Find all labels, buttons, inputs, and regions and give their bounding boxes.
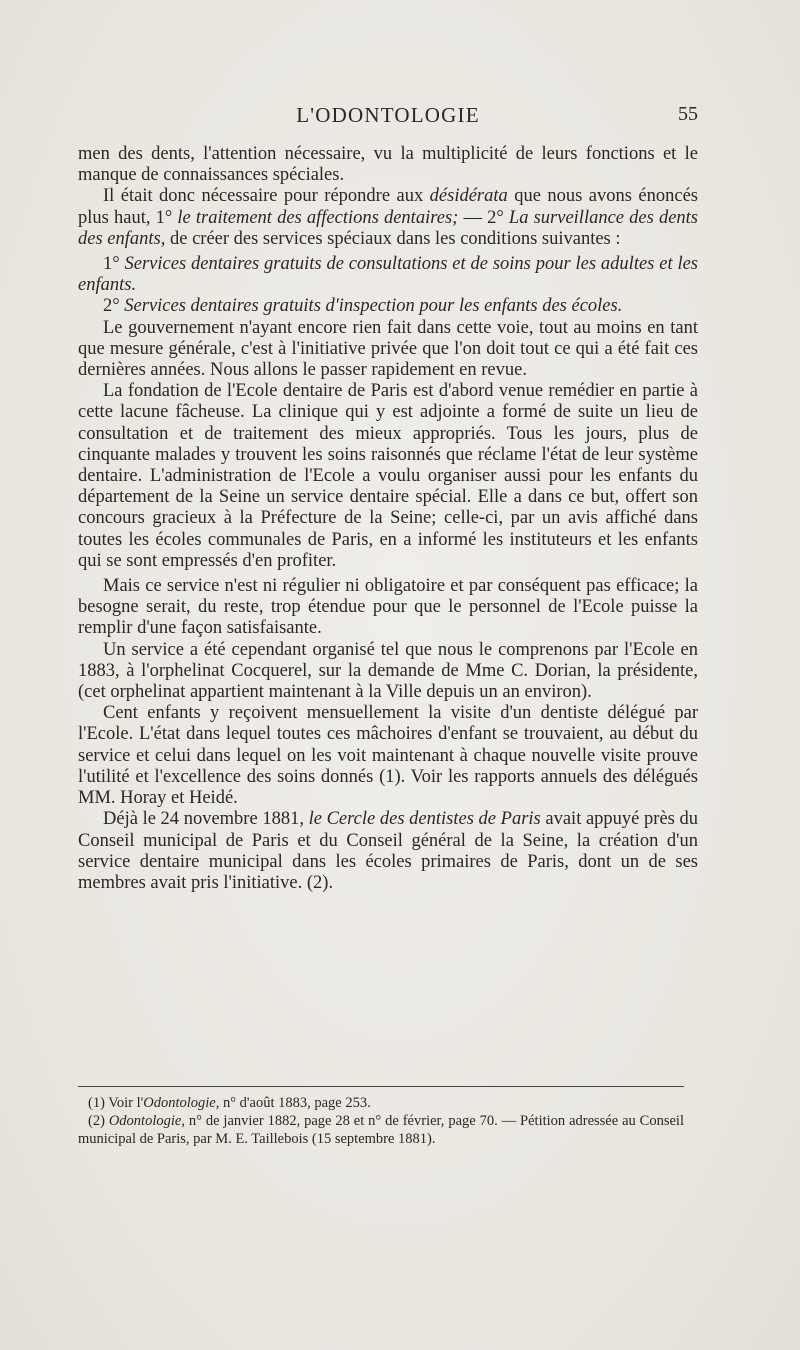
paragraph [78,186,698,250]
italic-term: désidérata [429,186,508,207]
text-run: — 2° [458,207,509,228]
paragraph [78,640,698,704]
text-run: avait appuyé près du Conseil municipal de Paris et du Conseil général de la Seine, la création d'un service dentaire municipal dans les écoles primaires de Paris, dont un de ses membres avait pris l'initiative. (2). [78,809,698,893]
text-run: n° de janvier 1882, page 28 et n° de février, page 70. — Pétition adressée au Conseil municipal de Paris, par M. E. Taillebois (15 septembre 1881). [78,1113,684,1147]
paragraph [78,318,698,382]
italic-term: La surveillance des dents des enfants, [78,207,699,249]
italic-term: le traitement des affections dentaires; [177,207,459,228]
paragraph [78,576,698,640]
paragraph [78,809,698,894]
footnote [78,1112,684,1148]
running-title: L'ODONTOLOGIE [296,103,480,127]
paragraph-text: Le gouvernement n'ayant encore rien fait dans cette voie, tout au moins en tant que mesure générale, c'est à l'initiative privée que l'on doit tout ce qui a été fait ces dernières années. Nous allons le passer rapidement en revue. [78,317,698,381]
paragraph-text: Un service a été cependant organisé tel que nous le comprenons par l'Ecole en 1883, à l'orphelinat Cocquerel, sur la demande de Mme C. Dorian, la présidente, (cet orphelinat appartient maintenant à la Ville depuis un an environ). [78,639,698,703]
text-run: Il était donc nécessaire pour répondre aux [103,186,430,207]
page-number: 55 [678,103,698,125]
footnotes [78,1094,684,1148]
paragraph-text: La fondation de l'Ecole dentaire de Paris est d'abord venue remédier en partie à cette lacune fâcheuse. La clinique qui y est adjointe a formé de suite un lieu de consultation et de traitement des mieux appropriés. Tous les jours, plus de cinquante malades y trouvent les soins raisonnés que réclame l'état de leur système dentaire. L'administration de l'Ecole a voulu organiser aussi pour les enfants du département de la Seine un service dentaire spécial. Elle a dans ce but, offert son concours gracieux à la Préfecture de la Seine; celle-ci, par un avis affiché dans toutes les écoles communales de Paris, en a informé les instituteurs et les enfants qui se sont empressés d'en profiter. [78,381,698,571]
paragraph-text: Mais ce service n'est ni régulier ni obligatoire et par conséquent pas efficace; la besogne serait, du reste, trop étendue pour que le personnel de l'Ecole puisse la remplir d'une façon satisfaisante. [78,576,698,639]
running-head [78,103,698,129]
text-run: n° d'août 1883, page 253. [219,1095,371,1111]
text-run: (2) [88,1113,109,1129]
list-number: 2° [103,296,125,317]
text-run: que nous avons énoncés plus haut, 1° [78,186,699,228]
italic-term: le Cercle des dentistes de Paris [308,809,541,830]
paragraph-continuation [78,144,698,186]
text-run: (1) Voir l' [88,1095,144,1111]
list-item [78,254,698,296]
paragraph [78,703,698,809]
text-run: Déjà le 24 novembre 1881, [103,809,309,830]
paragraph [78,381,698,572]
footnote [78,1094,684,1112]
paragraph-text: men des dents, l'attention nécessaire, vu la multiplicité de leurs fonctions et le manque de connaissances spéciales. [78,144,698,186]
text-run: de créer des services spéciaux dans les conditions suivantes : [165,228,621,249]
italic-term: Odontologie, [143,1095,220,1111]
list-item [78,296,698,317]
paragraph-text: Cent enfants y reçoivent mensuellement la visite d'un dentiste délégué par l'Ecole. L'état dans lequel toutes ces mâchoires d'enfant se trouvaient, au début du service et celui dans lequel on les voit maintenant à chaque nouvelle visite prouve l'utilité et l'excellence des soins donnés (1). Voir les rapports annuels des délégués MM. Horay et Heidé. [78,703,698,809]
footnote-rule [78,1086,684,1087]
list-number: 1° [103,254,125,275]
list-text: Services dentaires gratuits de consultations et de soins pour les adultes et les enfants. [78,254,698,296]
body-text [78,144,698,894]
list-text: Services dentaires gratuits d'inspection pour les enfants des écoles. [124,296,623,317]
italic-term: Odontologie, [108,1113,185,1129]
